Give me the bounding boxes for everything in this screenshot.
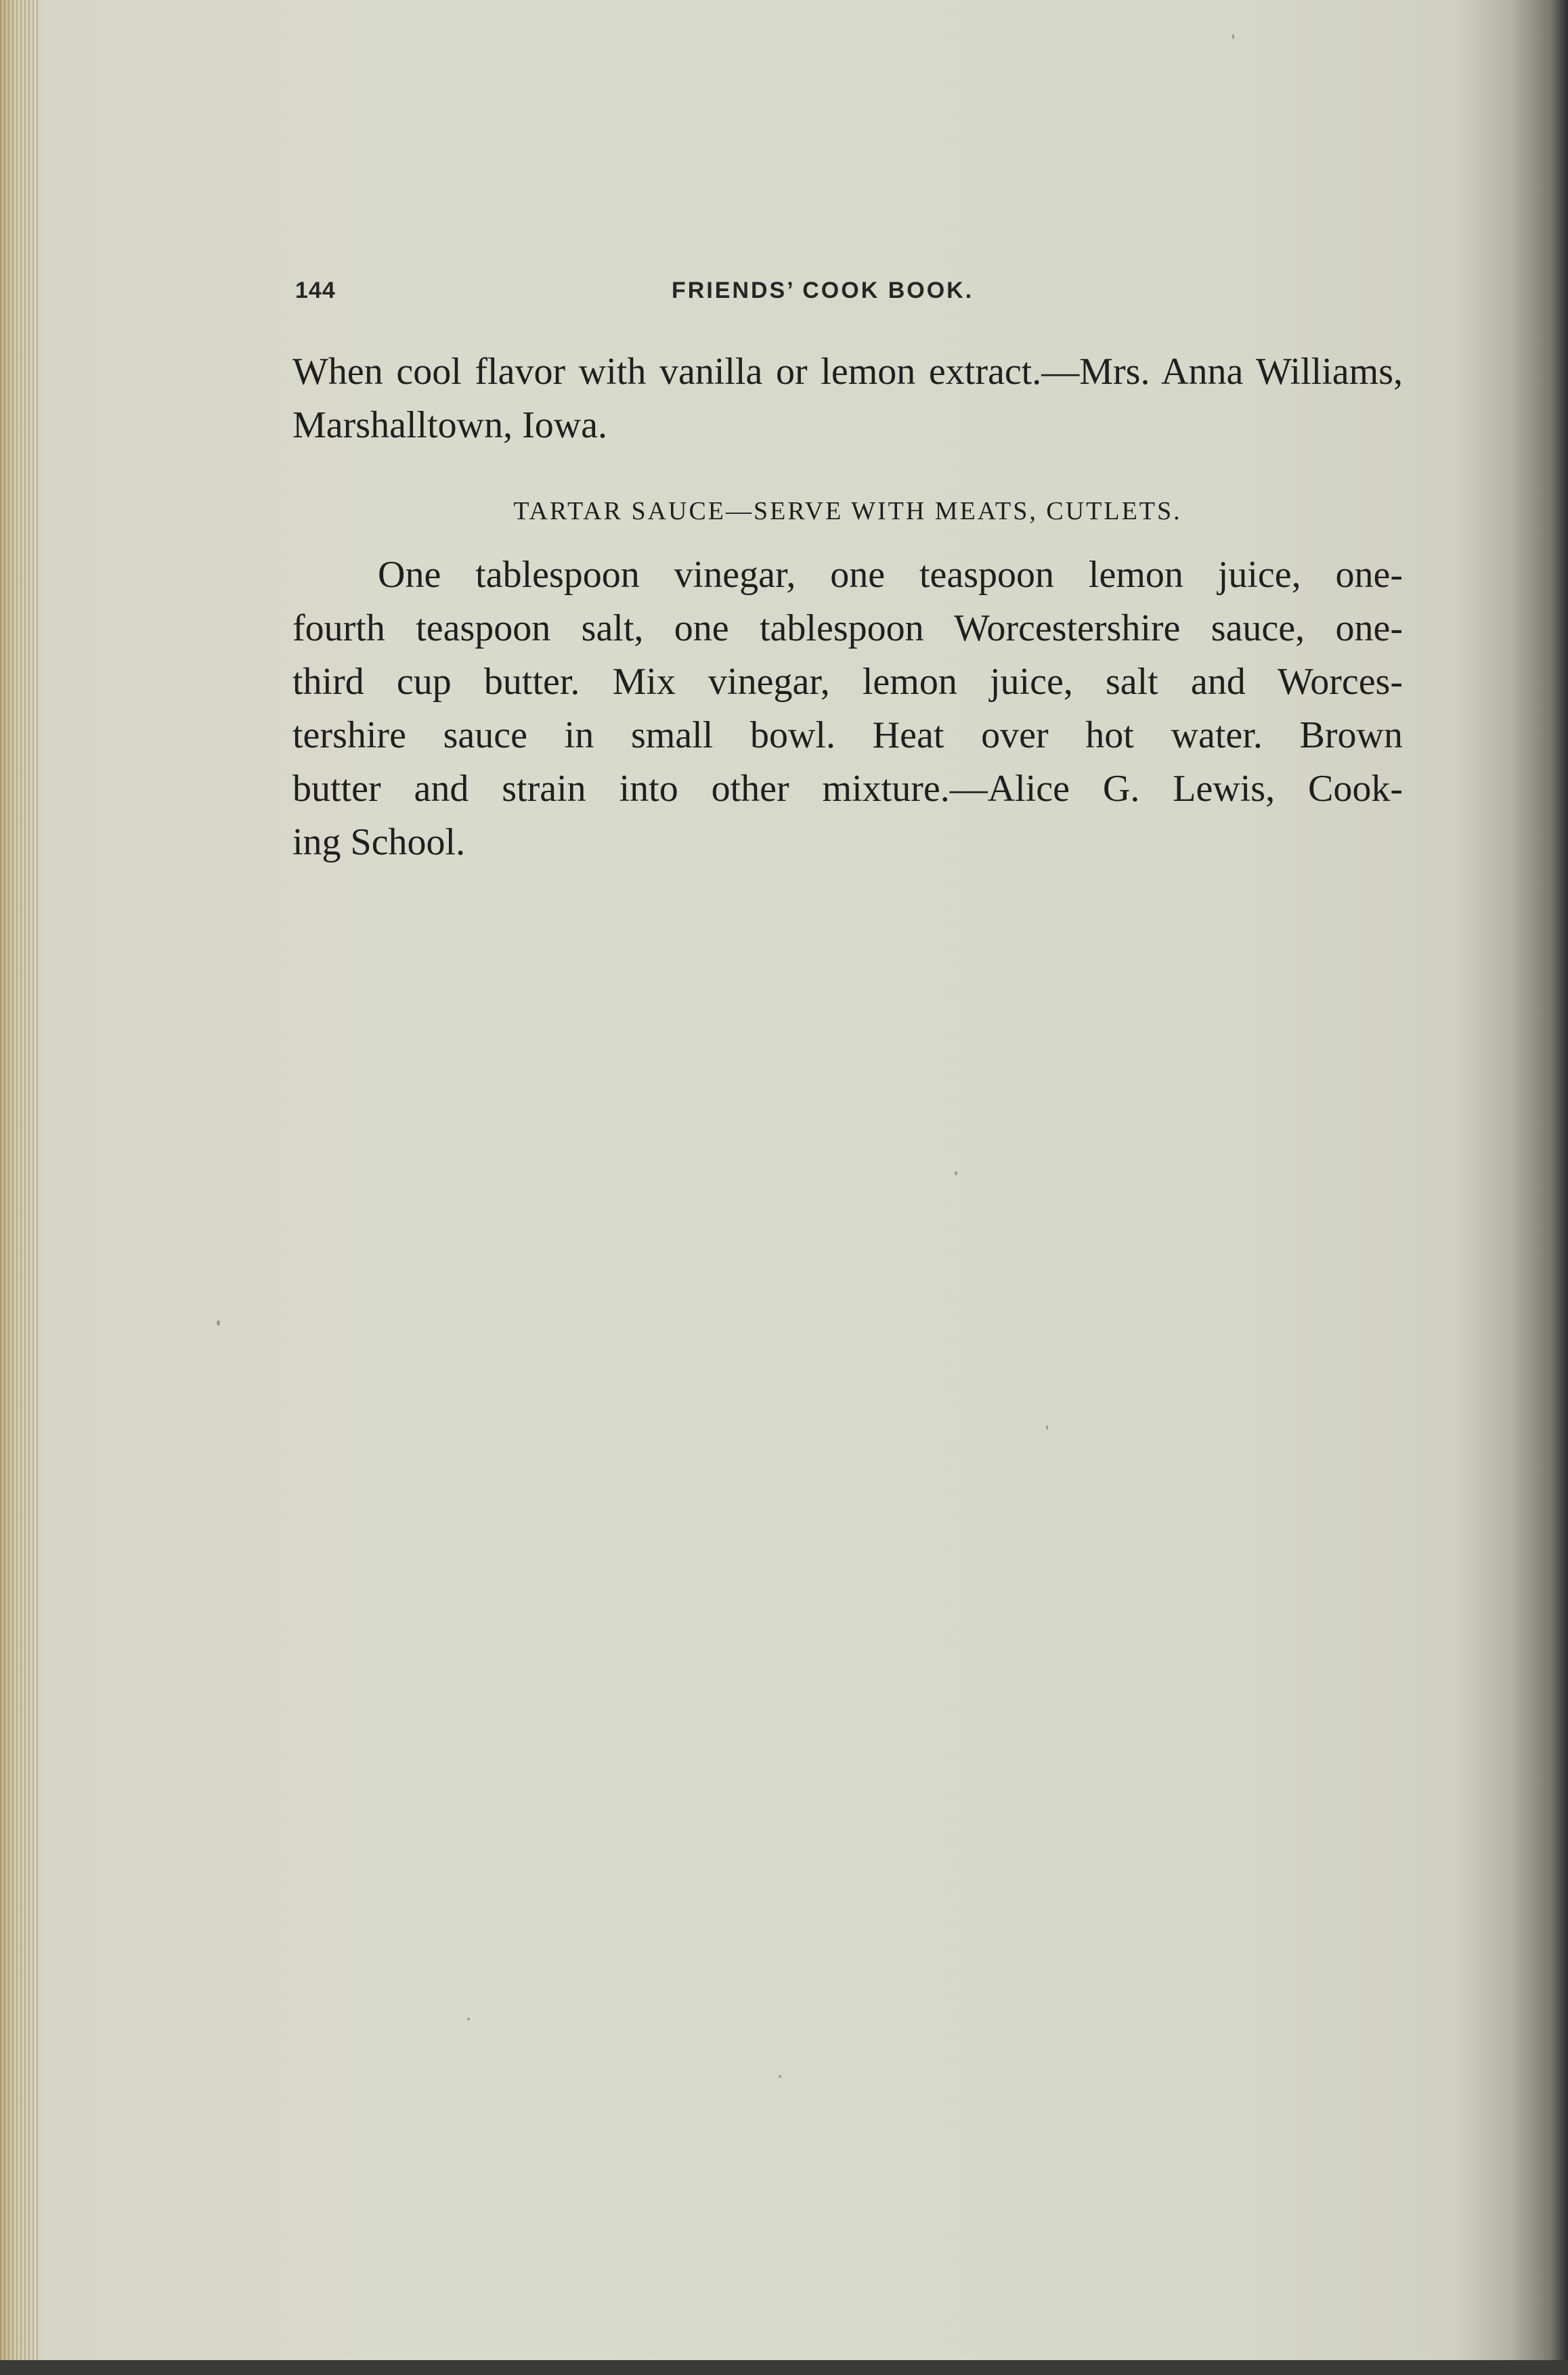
recipe-line: tershire sauce in small bowl. Heat over hot water. Brown — [292, 714, 1403, 756]
paper-speck — [1046, 1425, 1048, 1430]
recipe-line: One tablespoon vinegar, one teaspoon lemon juice, one- — [378, 554, 1403, 596]
paper-speck — [779, 2075, 781, 2078]
paper-speck — [1232, 34, 1234, 39]
continued-paragraph: When cool flavor with vanilla or lemon extract.—Mrs. Anna Williams, Marshalltown, Iowa. — [292, 351, 1403, 446]
recipe-line: ing School. — [292, 821, 466, 863]
page-content — [292, 345, 1403, 869]
recipe-line: butter and strain into other mixture.—Alice G. Lewis, Cook- — [292, 768, 1403, 810]
paper-speck — [467, 2018, 470, 2020]
page-edge — [0, 0, 41, 2375]
paper-speck — [955, 1171, 957, 1175]
recipe-line: fourth teaspoon salt, one tablespoon Worcestershire sauce, one- — [292, 607, 1403, 649]
recipe-line: third cup butter. Mix vinegar, lemon juice, salt and Worces- — [292, 661, 1403, 703]
page-number: 144 — [295, 278, 336, 303]
book-title: FRIENDS’ COOK BOOK. — [672, 278, 974, 303]
binding-edge — [0, 2360, 1568, 2375]
paper-speck — [217, 1320, 220, 1326]
running-head — [0, 278, 1568, 318]
recipe-body — [292, 548, 1403, 869]
recipe-title: TARTAR SAUCE—SERVE WITH MEATS, CUTLETS. — [513, 497, 1182, 525]
